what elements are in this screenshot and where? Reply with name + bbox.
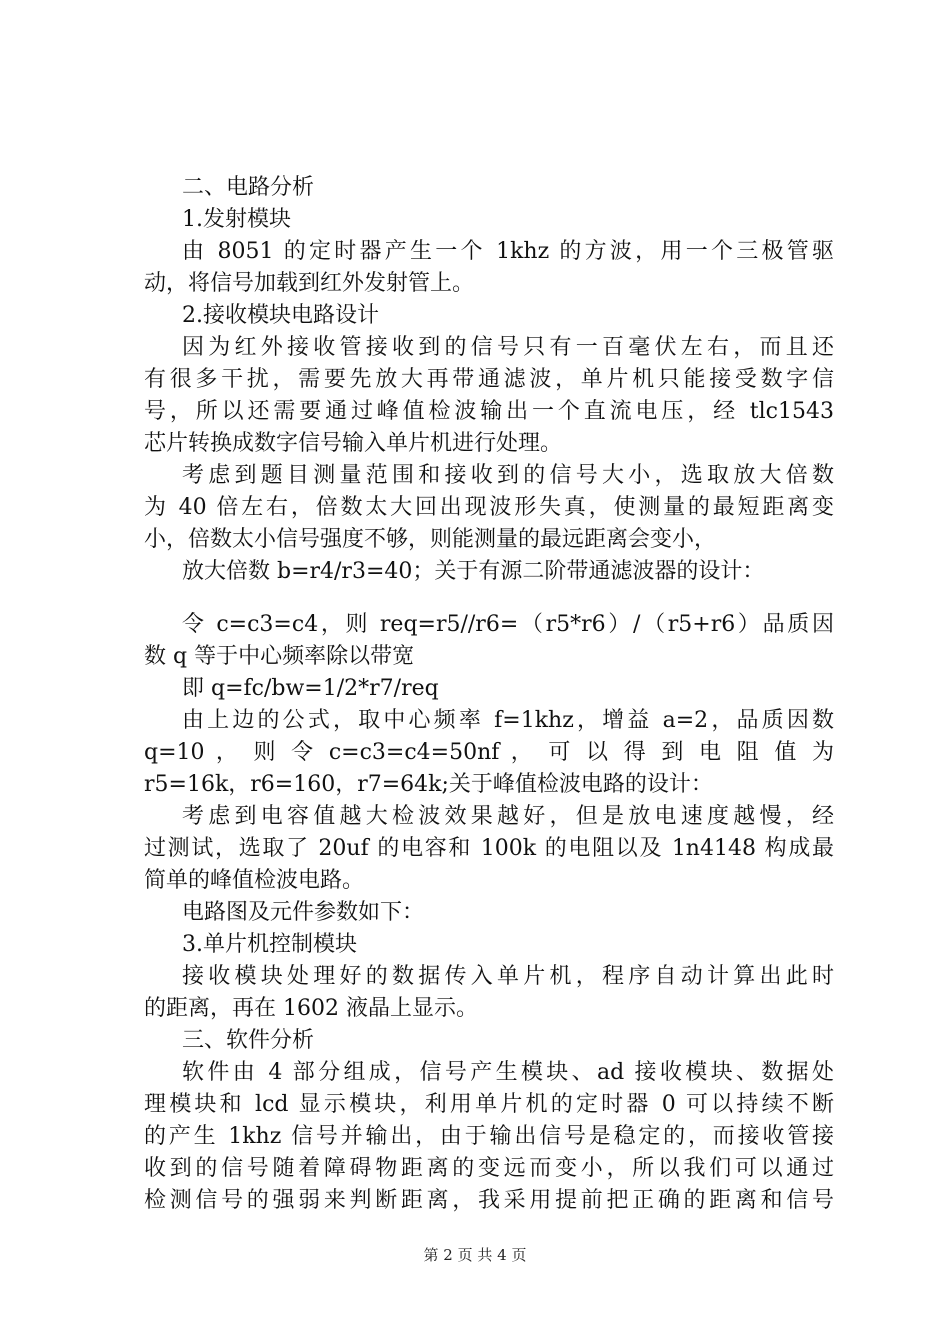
paragraph-line: 检测信号的强弱来判断距离，我采用提前把正确的距离和信号: [144, 1188, 834, 1213]
paragraph-line: 过测试，选取了 20uf 的电容和 100k 的电阻以及 1n4148 构成最: [144, 836, 834, 861]
paragraph-line: r5=16k，r6=160，r7=64k;关于峰值检波电路的设计：: [144, 772, 713, 797]
paragraph-line: 有很多干扰，需要先放大再带通滤波，单片机只能接受数字信: [144, 367, 834, 392]
paragraph-line: 为 40 倍左右，倍数太大回出现波形失真，使测量的最短距离变: [144, 495, 834, 520]
paragraph-line: 理模块和 lcd 显示模块，利用单片机的定时器 0 可以持续不断: [144, 1092, 834, 1117]
paragraph-line: q=10 ， 则 令 c=c3=c4=50nf ， 可 以 得 到 电 阻 值 为: [144, 740, 834, 765]
paragraph-line: 收到的信号随着障碍物距离的变远而变小，所以我们可以通过: [144, 1156, 834, 1181]
paragraph-line: 的距离，再在 1602 液晶上显示。: [144, 996, 478, 1021]
paragraph-line: 简单的峰值检波电路。: [144, 868, 365, 893]
paragraph-line: 因为红外接收管接收到的信号只有一百毫伏左右，而且还: [182, 335, 834, 360]
formula-line: 数 q 等于中心频率除以带宽: [144, 644, 415, 669]
subsection-heading-mcu-control: 3.单片机控制模块: [182, 932, 357, 957]
paragraph-line: 由 8051 的定时器产生一个 1khz 的方波，用一个三极管驱: [182, 239, 834, 264]
formula-line: 即 q=fc/bw=1/2*r7/req: [182, 676, 439, 701]
paragraph-line: 小，倍数太小信号强度不够，则能测量的最远距离会变小，: [144, 527, 717, 552]
paragraph-line: 接收模块处理好的数据传入单片机，程序自动计算出此时: [182, 964, 834, 989]
formula-line: 令 c=c3=c4，则 req=r5//r6=（r5*r6）/（r5+r6）品质因: [182, 612, 834, 637]
subsection-heading-receiver: 2.接收模块电路设计: [182, 303, 379, 328]
section-heading-software-analysis: 三、软件分析: [182, 1028, 315, 1053]
paragraph-line: 芯片转换成数字信号输入单片机进行处理。: [144, 431, 563, 456]
section-heading-circuit-analysis: 二、电路分析: [182, 175, 315, 200]
paragraph-line: 放大倍数 b=r4/r3=40；关于有源二阶带通滤波器的设计：: [182, 559, 765, 584]
paragraph-line: 由上边的公式，取中心频率 f=1khz，增益 a=2，品质因数: [182, 708, 834, 733]
page-number-footer: 第 2 页 共 4 页: [423, 1246, 527, 1264]
paragraph-line: 的产生 1khz 信号并输出，由于输出信号是稳定的，而接收管接: [144, 1124, 834, 1149]
paragraph-line: 电路图及元件参数如下：: [182, 900, 425, 925]
paragraph-line: 号，所以还需要通过峰值检波输出一个直流电压，经 tlc1543: [144, 399, 834, 424]
paragraph-line: 动，将信号加载到红外发射管上。: [144, 271, 475, 296]
paragraph-line: 考虑到题目测量范围和接收到的信号大小，选取放大倍数: [182, 463, 834, 488]
paragraph-line: 软件由 4 部分组成，信号产生模块、ad 接收模块、数据处: [182, 1060, 834, 1085]
paragraph-line: 考虑到电容值越大检波效果越好，但是放电速度越慢，经: [182, 804, 834, 829]
subsection-heading-transmitter: 1.发射模块: [182, 207, 291, 232]
